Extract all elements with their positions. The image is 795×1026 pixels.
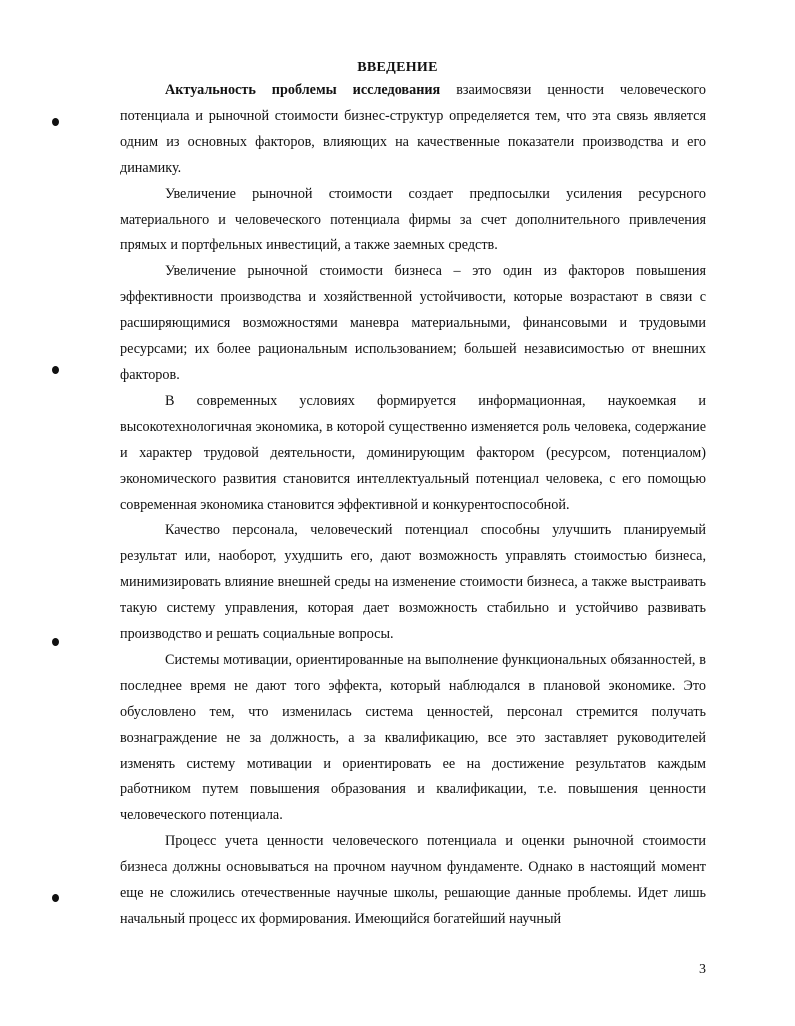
page-number: 3 (699, 962, 706, 977)
paragraph-1-text: взаимосвязи ценности человеческого потенциала и рыночной стоимости бизнес-структур определяется тем, что эта связь является одним из основных факторов, влияющих на качественные показатели производства и его динамику. (120, 82, 706, 176)
binder-hole-mark-1 (52, 118, 59, 126)
body-text (120, 78, 706, 933)
paragraph-2: Увеличение рыночной стоимости создает предпосылки усиления ресурсного материального и человеческого потенциала фирмы за счет дополнительного привлечения прямых и портфельных инвестиций, а также заемных средств. (120, 185, 706, 254)
paragraph-4: В современных условиях формируется информационная, наукоемкая и высокотехнологичная экономика, в которой существенно изменяется роль человека, содержание и характер трудовой деятельности, доминирующим фактором (ресурсом, потенциалом) экономического развития становится интеллектуальный потенциал человека, с его помощью современная экономика становится эффективной и конкурентоспособной. (120, 392, 706, 513)
binder-hole-mark-3 (52, 638, 59, 646)
paragraph-5: Качество персонала, человеческий потенциал способны улучшить планируемый результат или, наоборот, ухудшить его, дают возможность управлять стоимостью бизнеса, минимизировать влияние внешней среды на изменение стоимости бизнеса, а также выстраивать такую систему управления, которая дает возможность стабильно и устойчиво развивать производство и решать социальные вопросы. (120, 522, 706, 643)
binder-hole-mark-4 (52, 894, 59, 902)
binder-hole-mark-2 (52, 366, 59, 374)
paragraph-1 (120, 78, 706, 182)
page-title: ВВЕДЕНИЕ (357, 60, 438, 75)
paragraph-3: Увеличение рыночной стоимости бизнеса – это один из факторов повышения эффективности производства и хозяйственной устойчивости, которые возрастают в связи с расширяющимися возможностями маневра материальными, финансовыми и трудовыми ресурсами; их более рациональным использованием; большей независимостью от внешних факторов. (120, 263, 706, 383)
paragraph-7: Процесс учета ценности человеческого потенциала и оценки рыночной стоимости бизнеса должны основываться на прочном научном фундаменте. Однако в настоящий момент еще не сложились отечественные научные школы, решающие данные проблемы. Идет лишь начальный процесс их формирования. Имеющийся богатейший научный (120, 833, 706, 927)
paragraph-6: Системы мотивации, ориентированные на выполнение функциональных обязанностей, в последнее время не дают того эффекта, который наблюдался в плановой экономике. Это обусловлено тем, что изменилась система ценностей, персонал стремится получать вознаграждение не за должность, а за квалификацию, все это заставляет руководителей изменять систему мотивации и ориентировать ее на достижение результатов каждым работником путем повышения образования и квалификации, т.е. повышения ценности человеческого потенциала. (120, 651, 706, 824)
paragraph-1-lead: Актуальность проблемы исследования (165, 82, 441, 98)
